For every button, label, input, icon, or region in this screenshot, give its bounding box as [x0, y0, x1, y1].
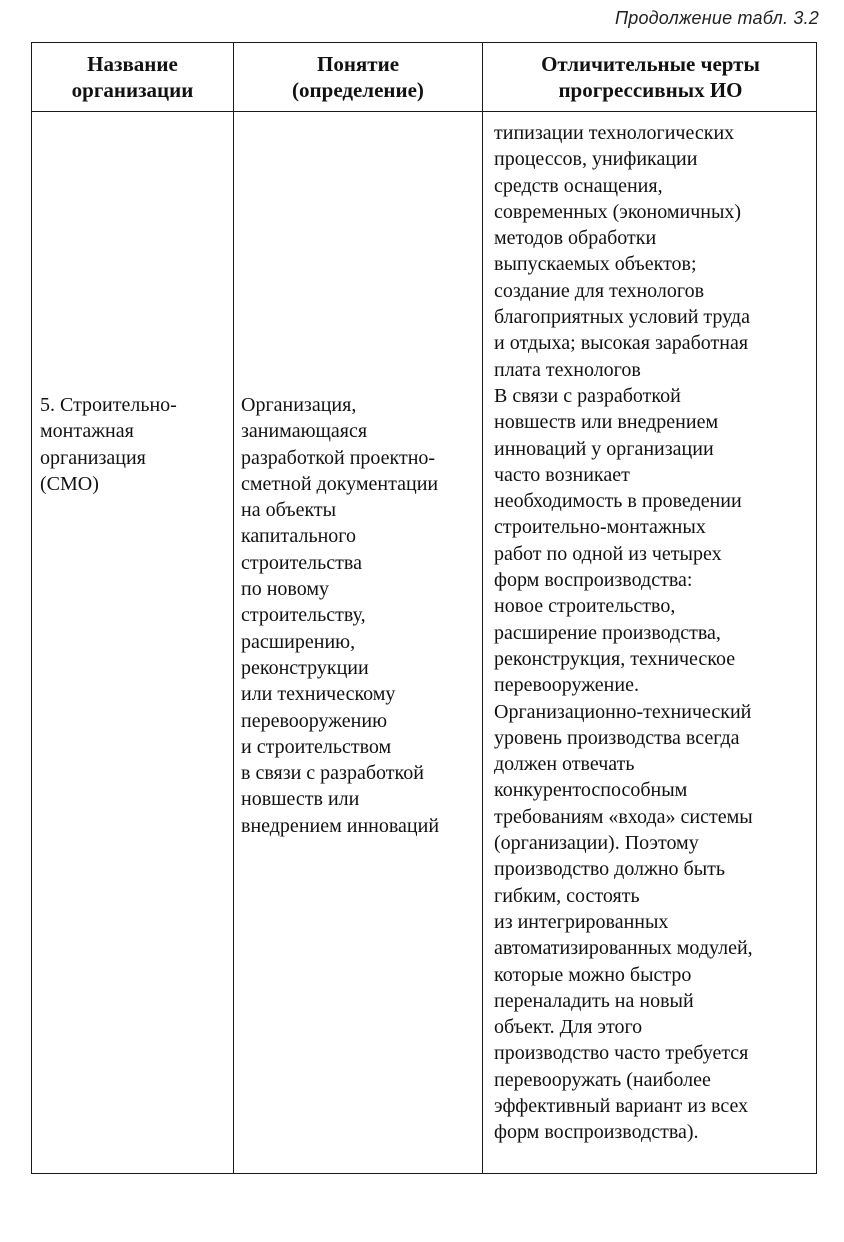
cell-text-line: эффективный вариант из всех	[494, 1094, 749, 1117]
column-divider	[482, 43, 483, 1173]
cell-text-line: организация	[40, 446, 146, 469]
organizations-table	[31, 42, 817, 1174]
cell-text-line: и отдыха; высокая заработная	[494, 332, 749, 355]
cell-text-line: процессов, унификации	[494, 148, 698, 171]
cell-text-line: гибким, состоять	[494, 884, 640, 907]
cell-text-line: расширение производства,	[494, 621, 721, 644]
cell-text-line: которые можно быстро	[494, 963, 692, 986]
cell-text-line: объект. Для этого	[494, 1016, 643, 1039]
cell-text-line: плата технологов	[494, 358, 641, 381]
header-distinctive-features	[483, 43, 818, 111]
cell-text-line: Организационно-технический	[494, 700, 752, 723]
cell-text-line: внедрением инноваций	[241, 814, 440, 837]
cell-text-line: требованиям «входа» системы	[494, 805, 753, 828]
cell-text-line: часто возникает	[494, 463, 630, 486]
cell-text-line: должен отвечать	[494, 753, 635, 776]
cell-text-line: или техническому	[241, 683, 396, 706]
cell-text-line: средств оснащения,	[494, 174, 663, 197]
cell-text-line: создание для технологов	[494, 279, 705, 302]
cell-text-line: современных (экономичных)	[494, 200, 742, 223]
cell-text-line: производство часто требуется	[494, 1042, 749, 1065]
cell-text-line: сметной документации	[241, 472, 439, 495]
table-continuation-caption: Продолжение табл. 3.2	[614, 8, 819, 28]
cell-text-line: благоприятных условий труда	[494, 306, 750, 329]
header-definition	[234, 43, 482, 111]
cell-definition	[241, 392, 439, 839]
cell-text-line: необходимость в проведении	[494, 490, 742, 513]
cell-text-line: методов обработки	[494, 227, 657, 250]
cell-text-line: разработкой проектно-	[241, 446, 436, 469]
cell-distinctive-features	[494, 120, 753, 1146]
cell-text-line: работ по одной из четырех	[494, 542, 722, 565]
cell-text-line: автоматизированных модулей,	[494, 937, 753, 960]
cell-text-line: новшеств или	[241, 788, 360, 811]
cell-text-line: расширению,	[241, 630, 356, 653]
cell-organization-name	[40, 392, 177, 497]
cell-text-line: строительно-монтажных	[494, 516, 706, 539]
cell-text-line: перевооружать (наиболее	[494, 1068, 711, 1091]
cell-text-line: в связи с разработкой	[241, 762, 424, 785]
cell-text-line: новшеств или внедрением	[494, 411, 719, 434]
header-organization-name	[32, 43, 233, 111]
cell-text-line: уровень производства всегда	[494, 726, 740, 749]
cell-text-line: занимающаяся	[241, 420, 368, 443]
cell-text-line: Организация,	[241, 394, 357, 416]
cell-text-line: В связи с разработкой	[494, 384, 681, 407]
header-line: Название	[87, 52, 178, 76]
cell-text-line: (СМО)	[40, 472, 99, 495]
cell-text-line: форм воспроизводства).	[494, 1121, 699, 1144]
cell-text-line: 5. Строительно-	[40, 394, 177, 416]
cell-text-line: и строительством	[241, 735, 392, 758]
cell-text-line: форм воспроизводства:	[494, 569, 693, 592]
cell-text-line: строительству,	[241, 604, 366, 627]
column-divider	[233, 43, 234, 1173]
header-line: организации	[71, 78, 194, 102]
header-line: Понятие	[316, 52, 400, 76]
cell-text-line: реконструкции	[241, 656, 369, 679]
cell-text-line: строительства	[241, 551, 362, 574]
cell-text-line: новое строительство,	[494, 595, 676, 618]
cell-text-line: конкурентоспособным	[494, 779, 688, 802]
cell-text-line: по новому	[241, 578, 329, 601]
cell-text-line: монтажная	[40, 420, 134, 443]
cell-text-line: переналадить на новый	[494, 989, 694, 1012]
header-line: (определение)	[292, 78, 424, 102]
cell-text-line: (организации). Поэтому	[494, 832, 699, 855]
cell-text-line: перевооружение.	[494, 674, 639, 697]
cell-text-line: на объекты	[241, 499, 337, 522]
cell-text-line: из интегрированных	[494, 910, 669, 933]
cell-text-line: капитального	[241, 525, 356, 548]
header-divider	[32, 111, 816, 112]
cell-text-line: производство должно быть	[494, 858, 726, 881]
header-line: Отличительные черты	[541, 52, 760, 76]
cell-text-line: типизации технологических	[494, 122, 735, 144]
cell-text-line: реконструкция, техническое	[494, 647, 736, 670]
cell-text-line: выпускаемых объектов;	[494, 253, 697, 276]
cell-text-line: перевооружению	[241, 709, 388, 732]
header-line: прогрессивных ИО	[558, 78, 743, 102]
cell-text-line: инноваций у организации	[494, 437, 714, 460]
